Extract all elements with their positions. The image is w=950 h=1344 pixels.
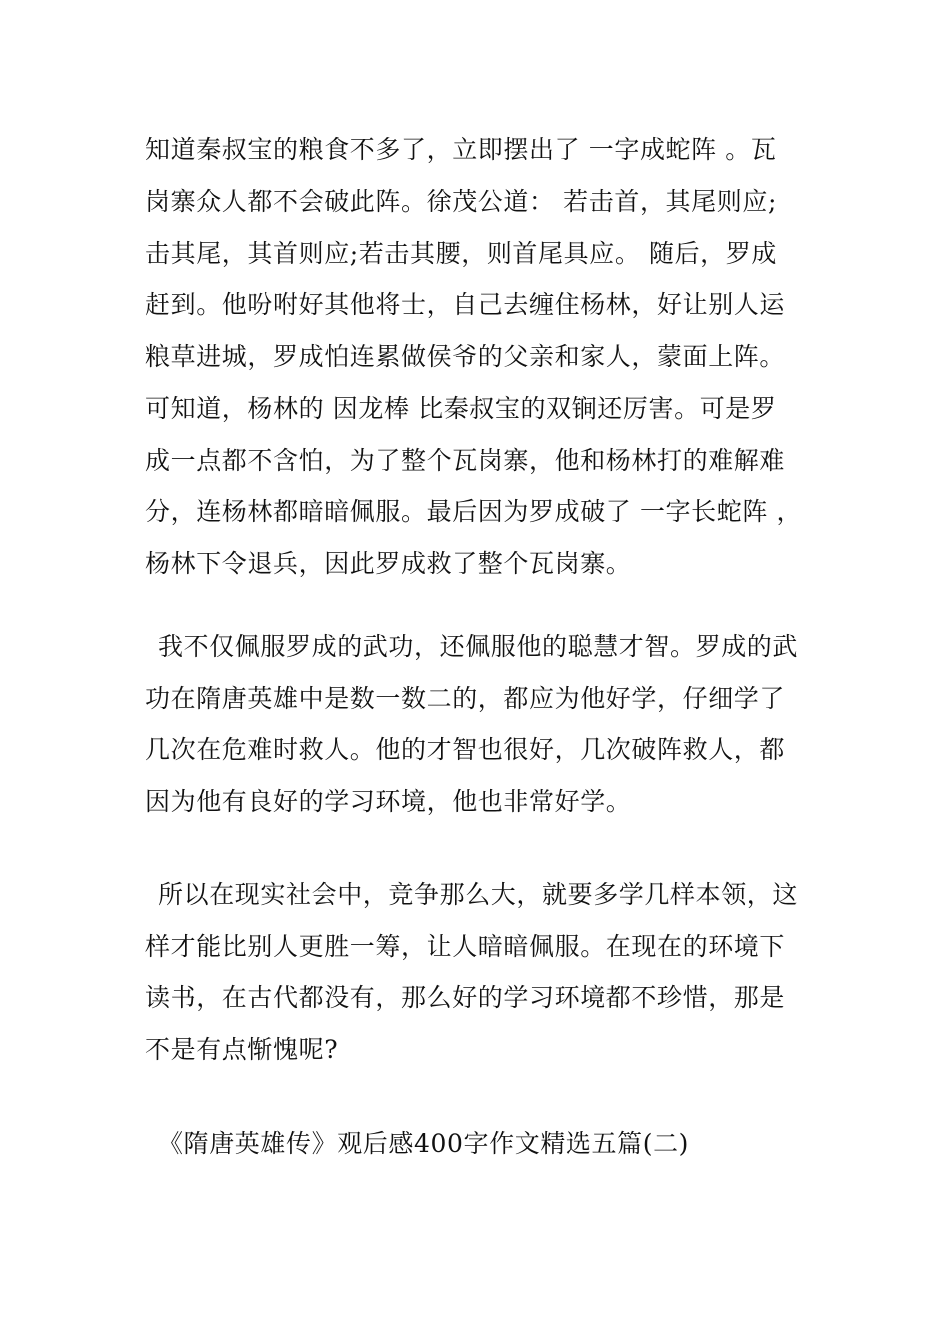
paragraph-1-line-6: 可知道，杨林的 因龙棒 比秦叔宝的双锏还厉害。可是罗 xyxy=(145,394,777,423)
paragraph-3-line-4: 不是有点惭愧呢? xyxy=(145,1035,339,1064)
paragraph-1-line-2: 岗寨众人都不会破此阵。徐茂公道： 若击首，其尾则应; xyxy=(145,187,777,216)
paragraph-2-line-2: 功在隋唐英雄中是数一数二的，都应为他好学，仔细学了 xyxy=(145,684,786,713)
paragraph-1-line-3: 击其尾，其首则应;若击其腰，则首尾具应。 随后，罗成 xyxy=(145,239,777,268)
paragraph-1-line-1: 知道秦叔宝的粮食不多了，立即摆出了 一字成蛇阵 。瓦 xyxy=(145,135,777,164)
paragraph-1-line-9: 杨林下令退兵，因此罗成救了整个瓦岗寨。 xyxy=(145,549,632,578)
paragraph-2-line-3: 几次在危难时救人。他的才智也很好，几次破阵救人，都 xyxy=(145,735,786,764)
paragraph-1-line-7: 成一点都不含怕，为了整个瓦岗寨，他和杨林打的难解难 xyxy=(145,446,786,475)
paragraph-3-line-1: 所以在现实社会中，竞争那么大，就要多学几样本领，这 xyxy=(158,880,799,909)
paragraph-1-line-5: 粮草进城，罗成怕连累做侯爷的父亲和家人，蒙面上阵。 xyxy=(145,342,786,371)
paragraph-3-line-3: 读书，在古代都没有，那么好的学习环境都不珍惜，那是 xyxy=(145,983,786,1012)
paragraph-1-line-4: 赶到。他吩咐好其他将士，自己去缠住杨林，好让别人运 xyxy=(145,290,786,319)
paragraph-2-line-4: 因为他有良好的学习环境，他也非常好学。 xyxy=(145,787,632,816)
paragraph-3-line-2: 样才能比别人更胜一筹，让人暗暗佩服。在现在的环境下 xyxy=(145,932,786,961)
paragraph-2-line-1: 我不仅佩服罗成的武功，还佩服他的聪慧才智。罗成的武 xyxy=(158,632,799,661)
paragraph-1-line-8: 分，连杨林都暗暗佩服。最后因为罗成破了 一字长蛇阵 ， xyxy=(145,497,803,526)
section-title: 《隋唐英雄传》观后感400字作文精选五篇(二) xyxy=(158,1129,690,1158)
